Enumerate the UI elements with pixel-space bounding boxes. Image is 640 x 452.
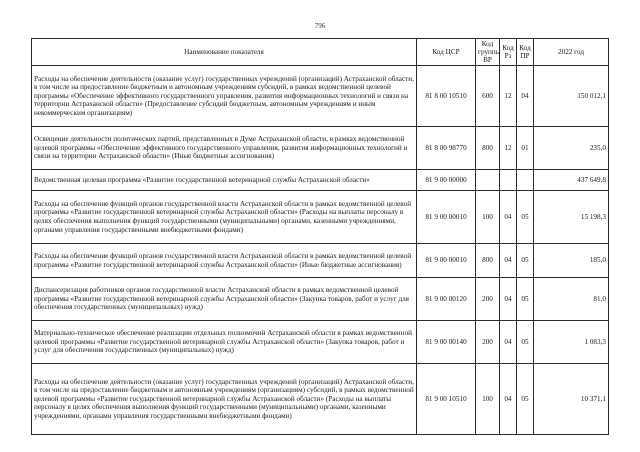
- table-row: [32, 244, 609, 278]
- row-amount: 150 012,1: [534, 66, 609, 127]
- table-row: [32, 170, 609, 191]
- row-pr: [517, 170, 534, 191]
- row-name: Расходы на обеспечение деятельности (оказание услуг) государственных учреждений (организаций) Астраханской области, в том числе на предоставление бюджетным и автономным учреждениям субсидий, в рамках ведомственной целевой программы «Обеспечение эффективного государственного управления, развития информационных технологий и связи на территории Астраханской области» (Предоставление субсидий бюджетным, автономным учреждениям и иным некоммерческим организациям): [32, 66, 417, 127]
- row-csr: 81 9 00 00140: [417, 321, 476, 364]
- header-amount: 2022 год: [534, 39, 609, 66]
- table-header-row: [32, 39, 609, 66]
- row-vr: [476, 170, 500, 191]
- row-amount: 15 198,3: [534, 191, 609, 244]
- row-csr: 81 8 00 10510: [417, 66, 476, 127]
- table-row: [32, 66, 609, 127]
- table-row: [32, 278, 609, 321]
- row-pr: 05: [517, 364, 534, 435]
- row-pr: 04: [517, 66, 534, 127]
- budget-table: [31, 38, 609, 435]
- header-rz: Код Рз: [500, 39, 517, 66]
- row-amount: 437 649,8: [534, 170, 609, 191]
- row-amount: 1 083,3: [534, 321, 609, 364]
- row-pr: 01: [517, 127, 534, 170]
- row-name: Ведомственная целевая программа «Развитие государственной ветеринарной службы Астраханской области»: [32, 170, 417, 191]
- row-name: Освещение деятельности политических партий, представленных в Думе Астраханской области, в рамках ведомственной целевой программы «Обеспечение эффективного государственного управления, развития информационных технологий и связи на территории Астраханской области» (Иные бюджетные ассигнования): [32, 127, 417, 170]
- row-vr: 800: [476, 244, 500, 278]
- row-amount: 185,0: [534, 244, 609, 278]
- table-row: [32, 364, 609, 435]
- row-rz: 04: [500, 278, 517, 321]
- header-csr: Код ЦСР: [417, 39, 476, 66]
- row-rz: 04: [500, 321, 517, 364]
- row-amount: 81,0: [534, 278, 609, 321]
- row-amount: 10 371,1: [534, 364, 609, 435]
- row-csr: 81 9 00 00000: [417, 170, 476, 191]
- row-vr: 200: [476, 321, 500, 364]
- row-vr: 100: [476, 364, 500, 435]
- row-name: Расходы на обеспечение деятельности (оказание услуг) государственных учреждений (организаций) Астраханской области, в том числе на предоставление бюджетным и автономным учреждениям (организациям) субсидий, в рамках ведомственной целевой программы «Развитие государственной ветеринарной службы Астраханской области» (Расходы на выплаты персоналу в целях обеспечения выполнения функций государственными (муниципальными) органами, казенными учреждениями, органами управления государственными внебюджетными фондами): [32, 364, 417, 435]
- row-name: Диспансеризация работников органов государственной власти Астраханской области в рамках ведомственной целевой программы «Развитие государственной ветеринарной службы Астраханской области» (Закупка товаров, работ и услуг для обеспечения государственных (муниципальных) нужд): [32, 278, 417, 321]
- row-pr: 05: [517, 278, 534, 321]
- row-vr: 800: [476, 127, 500, 170]
- header-vr: Код группы ВР: [476, 39, 500, 66]
- row-vr: 100: [476, 191, 500, 244]
- row-csr: 81 9 00 10510: [417, 364, 476, 435]
- row-csr: 81 8 00 98770: [417, 127, 476, 170]
- row-rz: 12: [500, 127, 517, 170]
- page-number: 796: [314, 22, 326, 30]
- row-vr: 600: [476, 66, 500, 127]
- row-name: Материально-техническое обеспечение реализации отдельных полномочий Астраханской области в рамках ведомственной целевой программы «Развитие государственной ветеринарной службы Астраханской области» (Закупка товаров, работ и услуг для обеспечения государственных (муниципальных) нужд): [32, 321, 417, 364]
- row-amount: 235,0: [534, 127, 609, 170]
- row-rz: [500, 170, 517, 191]
- table-row: [32, 191, 609, 244]
- row-rz: 04: [500, 364, 517, 435]
- row-pr: 05: [517, 191, 534, 244]
- row-name: Расходы на обеспечение функций органов государственной власти Астраханской области в рамках ведомственной целевой программы «Развитие государственной ветеринарной службы Астраханской области» (Расходы на выплаты персоналу в целях обеспечения выполнения функций государственными (муниципальными) органами, казенными учреждениями, органами управления государственными внебюджетными фондами): [32, 191, 417, 244]
- row-pr: 05: [517, 244, 534, 278]
- row-rz: 04: [500, 244, 517, 278]
- row-csr: 81 9 00 00010: [417, 191, 476, 244]
- header-pr: Код ПР: [517, 39, 534, 66]
- row-vr: 200: [476, 278, 500, 321]
- row-rz: 04: [500, 191, 517, 244]
- row-pr: 05: [517, 321, 534, 364]
- table-row: [32, 127, 609, 170]
- header-name: Наименование показателя: [32, 39, 417, 66]
- table-row: [32, 321, 609, 364]
- row-csr: 81 9 00 00120: [417, 278, 476, 321]
- row-csr: 81 9 00 00010: [417, 244, 476, 278]
- row-name: Расходы на обеспечение функций органов государственной власти Астраханской области в рамках ведомственной целевой программы «Развитие государственной ветеринарной службы Астраханской области» (Иные бюджетные ассигнования): [32, 244, 417, 278]
- row-rz: 12: [500, 66, 517, 127]
